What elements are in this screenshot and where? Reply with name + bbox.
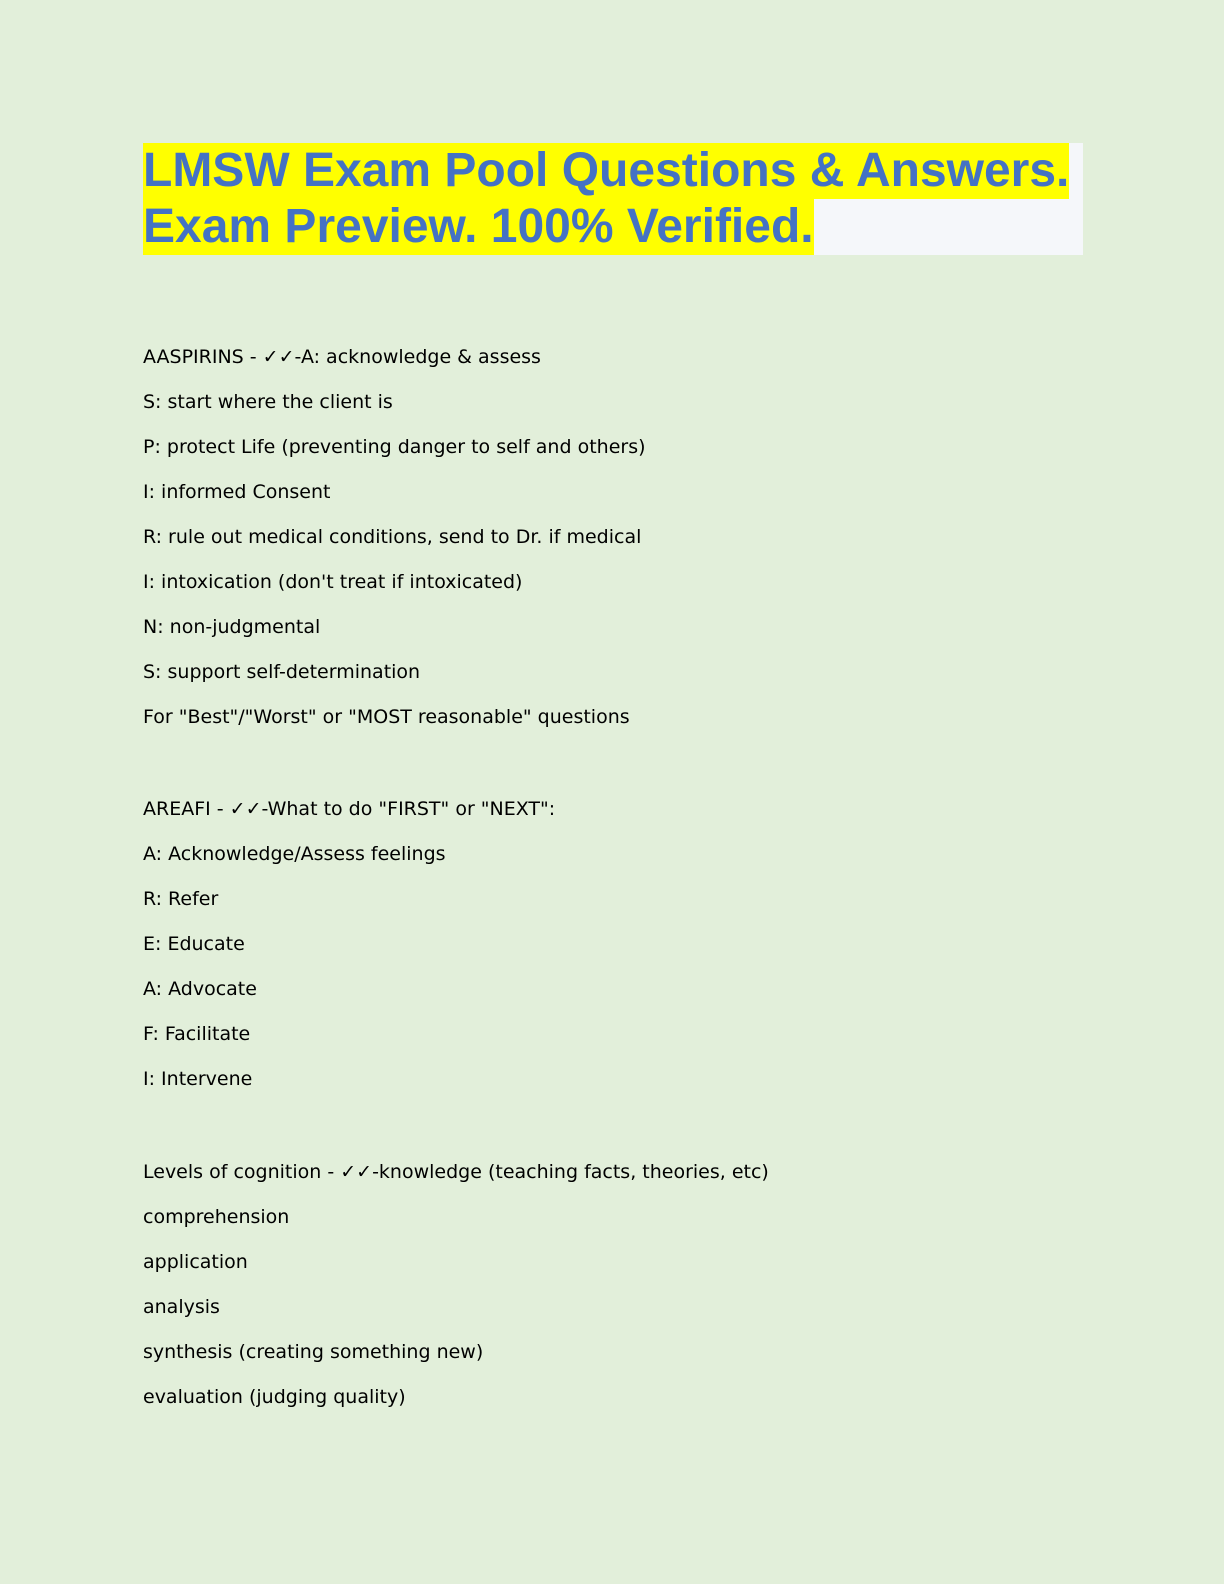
section-heading: [143, 797, 555, 821]
definition-text: -What to do "FIRST" or "NEXT":: [261, 798, 556, 820]
double-check-icon: ✓✓: [262, 346, 295, 368]
double-check-icon: ✓✓: [340, 1161, 373, 1183]
definition-line: application: [143, 1251, 248, 1273]
definition-line: comprehension: [143, 1206, 290, 1228]
definition-text: -knowledge (teaching facts, theories, etc): [372, 1161, 769, 1183]
definition-line: E: Educate: [143, 933, 245, 955]
document-title-block: [143, 143, 1083, 255]
definition-line: I: informed Consent: [143, 481, 331, 503]
definition-line: R: rule out medical conditions, send to Dr. if medical: [143, 526, 642, 548]
definition-line: N: non-judgmental: [143, 616, 321, 638]
definition-line: R: Refer: [143, 888, 219, 910]
term-label: AASPIRINS -: [143, 346, 263, 368]
definition-line: S: support self-determination: [143, 661, 421, 683]
definition-line: S: start where the client is: [143, 391, 393, 413]
definition-line: A: Acknowledge/Assess feelings: [143, 843, 446, 865]
definition-line: F: Facilitate: [143, 1023, 251, 1045]
definition-line: For "Best"/"Worst" or "MOST reasonable" questions: [143, 706, 630, 728]
definition-line: synthesis (creating something new): [143, 1341, 484, 1363]
document-title-line-1: LMSW Exam Pool Questions & Answers.: [143, 144, 1070, 197]
document-title-line-2: Exam Preview. 100% Verified.: [143, 200, 814, 253]
section-heading: [143, 345, 541, 369]
definition-line: evaluation (judging quality): [143, 1386, 406, 1408]
definition-line: analysis: [143, 1296, 220, 1318]
definition-line: I: intoxication (don't treat if intoxicated): [143, 571, 523, 593]
definition-text: -A: acknowledge & assess: [294, 346, 541, 368]
definition-line: I: Intervene: [143, 1068, 253, 1090]
section-heading: [143, 1160, 769, 1184]
definition-line: A: Advocate: [143, 978, 257, 1000]
term-label: Levels of cognition -: [143, 1161, 341, 1183]
definition-line: P: protect Life (preventing danger to self and others): [143, 436, 646, 458]
double-check-icon: ✓✓: [229, 798, 262, 820]
term-label: AREAFI -: [143, 798, 230, 820]
